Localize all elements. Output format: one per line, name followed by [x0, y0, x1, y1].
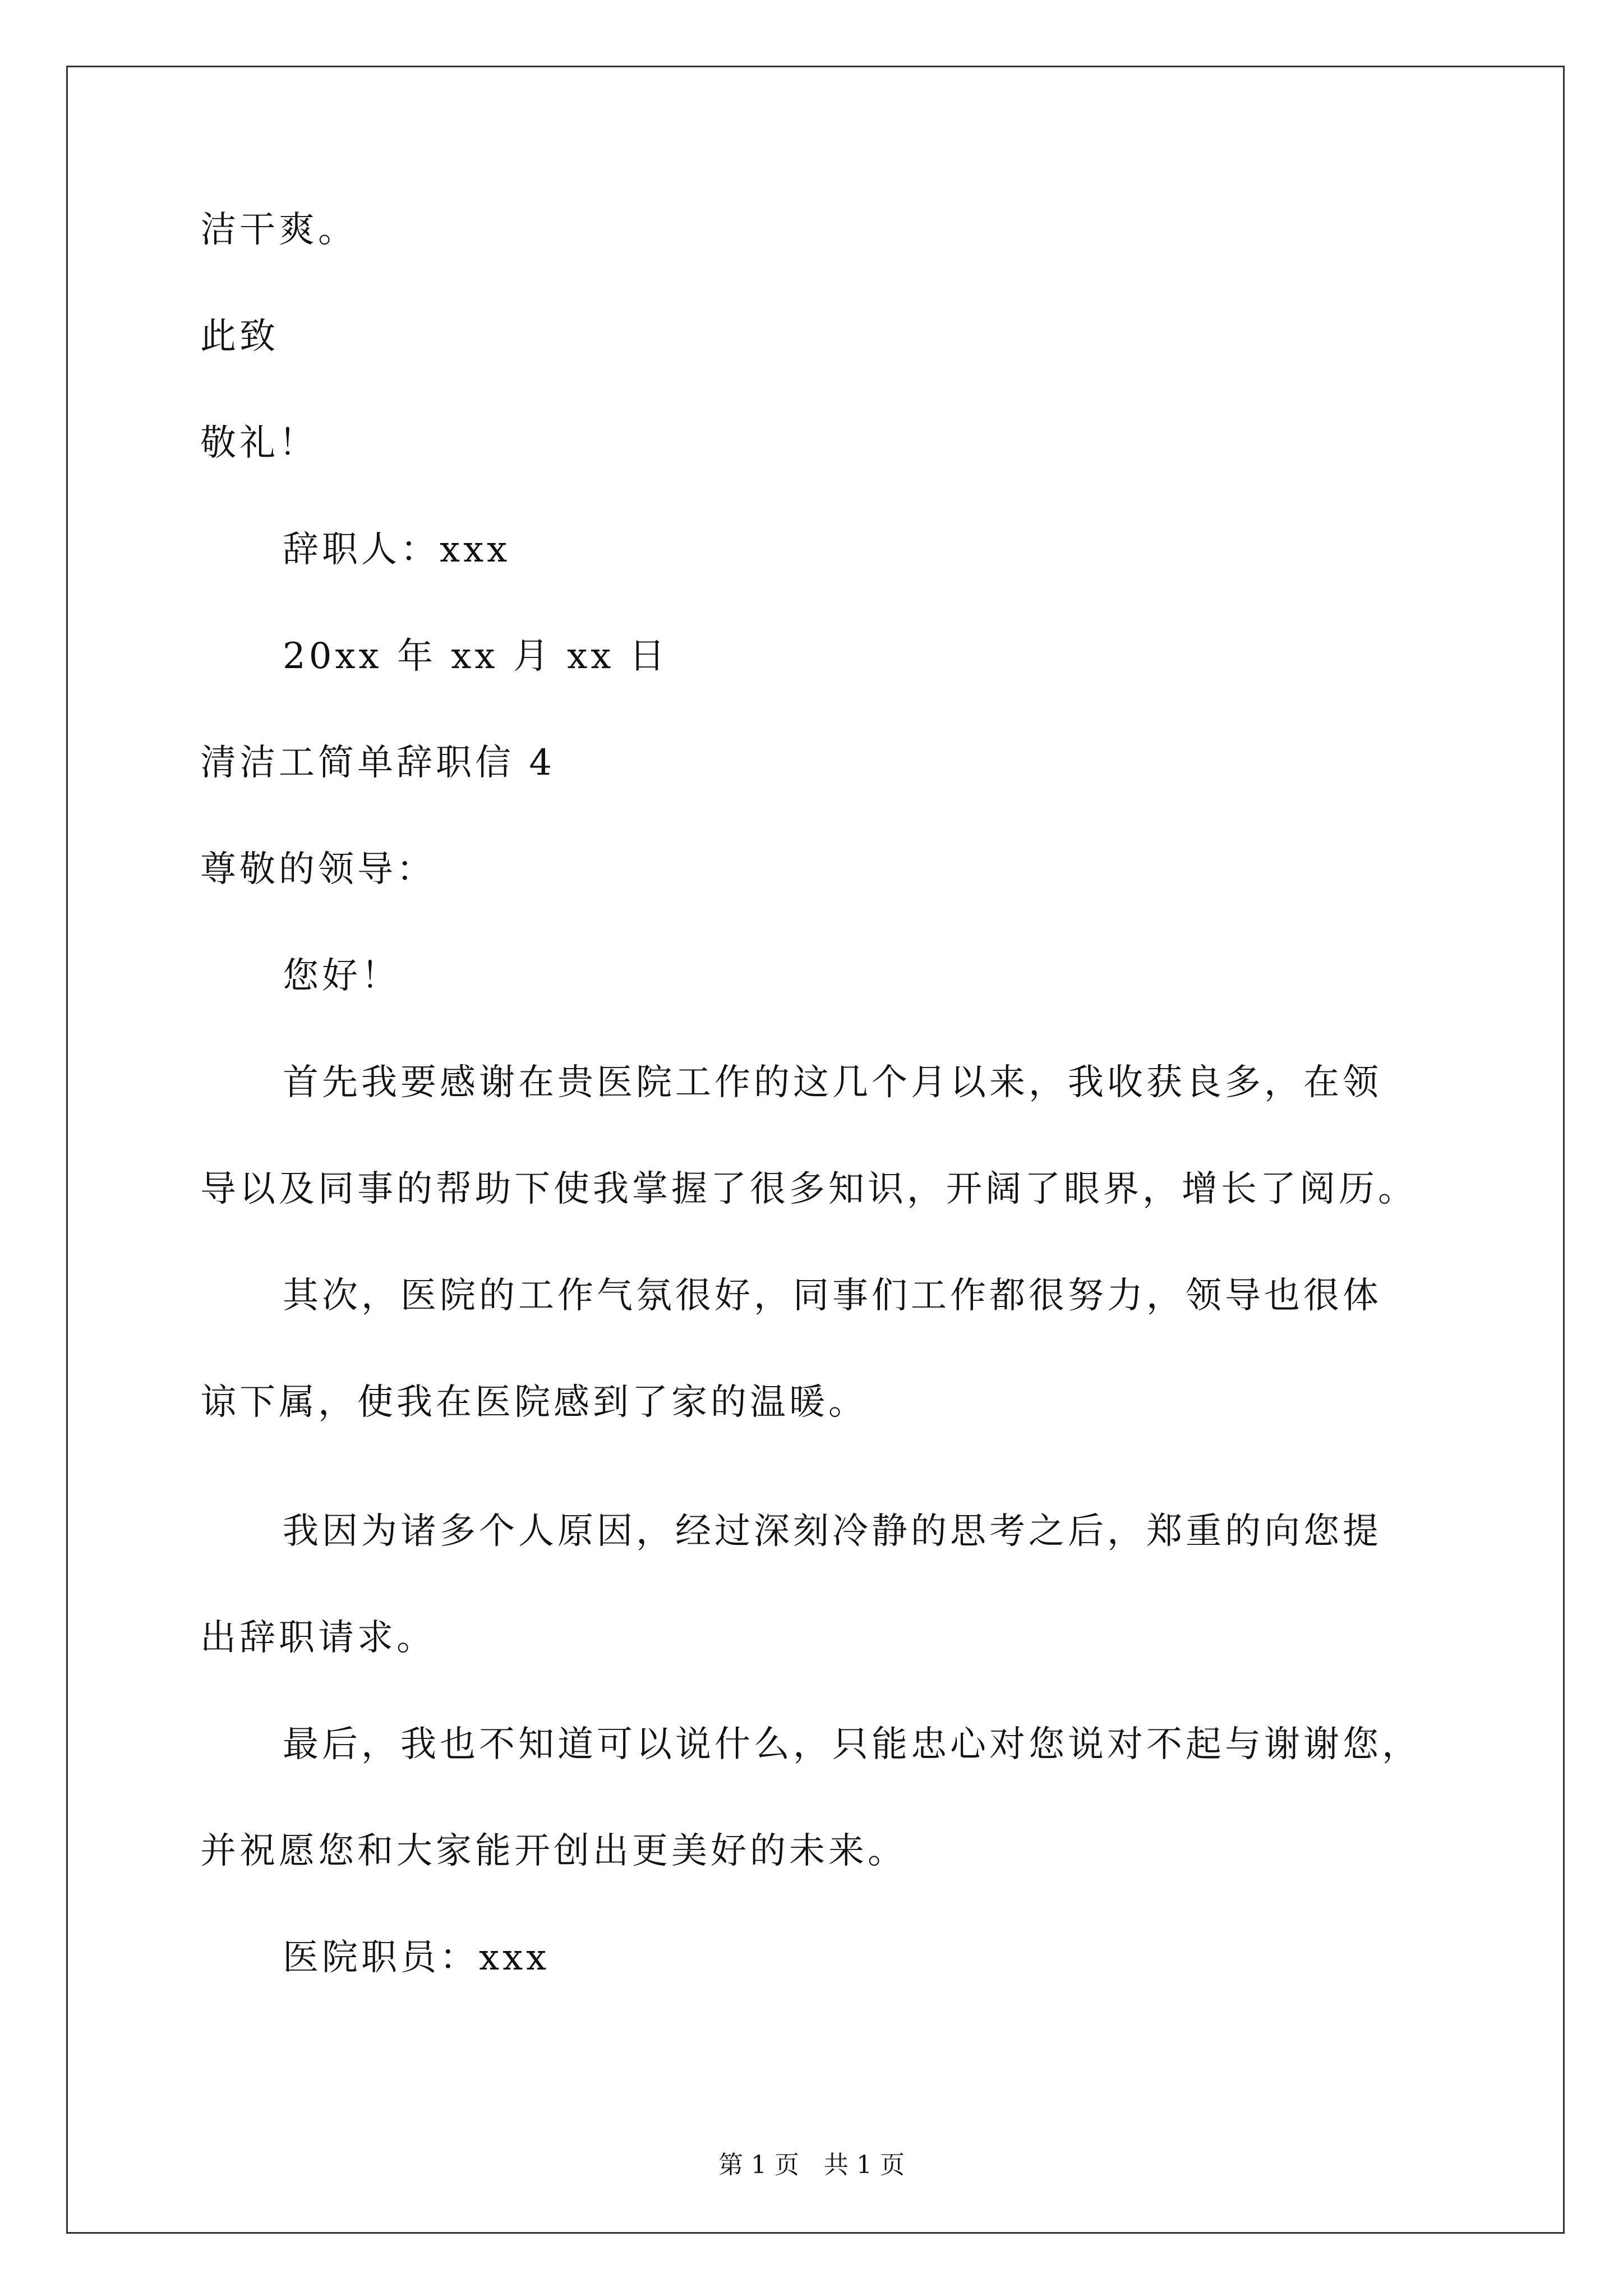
paragraph-1-line-2: 导以及同事的帮助下使我掌握了很多知识，开阔了眼界，增长了阅历。: [200, 1168, 1417, 1210]
section-title: 清洁工简单辞职信 4: [200, 742, 556, 784]
text-line-resigner: 辞职人：xxx: [283, 529, 511, 570]
paragraph-4-line-1: 最后，我也不知道可以说什么，只能忠心对您说对不起与谢谢您，: [283, 1724, 1421, 1765]
paragraph-3-line-1: 我因为诸多个人原因，经过深刻冷静的思考之后，郑重的向您提: [283, 1511, 1382, 1552]
text-line-date: 20xx 年 xx 月 xx 日: [283, 636, 668, 677]
text-line-employee-signature: 医院职员：xxx: [283, 1937, 550, 1978]
paragraph-2-line-2: 谅下属，使我在医院感到了家的温暖。: [200, 1382, 868, 1423]
text-line-hello: 您好！: [283, 955, 400, 997]
paragraph-3-line-2: 出辞职请求。: [200, 1617, 436, 1659]
text-line-closing-fragment: 洁干爽。: [200, 209, 357, 251]
paragraph-2-line-1: 其次，医院的工作气氛很好，同事们工作都很努力，领导也很体: [283, 1275, 1382, 1317]
text-line-greeting-recipient: 尊敬的领导：: [200, 849, 436, 890]
paragraph-1-line-1: 首先我要感谢在贵医院工作的这几个月以来，我收获良多，在领: [283, 1062, 1382, 1103]
paragraph-4-line-2: 并祝愿您和大家能开创出更美好的未来。: [200, 1830, 907, 1872]
text-line-regards: 敬礼！: [200, 422, 318, 464]
page-frame: [66, 66, 1565, 2234]
text-line-salutation-close: 此致: [200, 316, 279, 357]
page-number: 第 1 页 共 1 页: [718, 2151, 905, 2179]
